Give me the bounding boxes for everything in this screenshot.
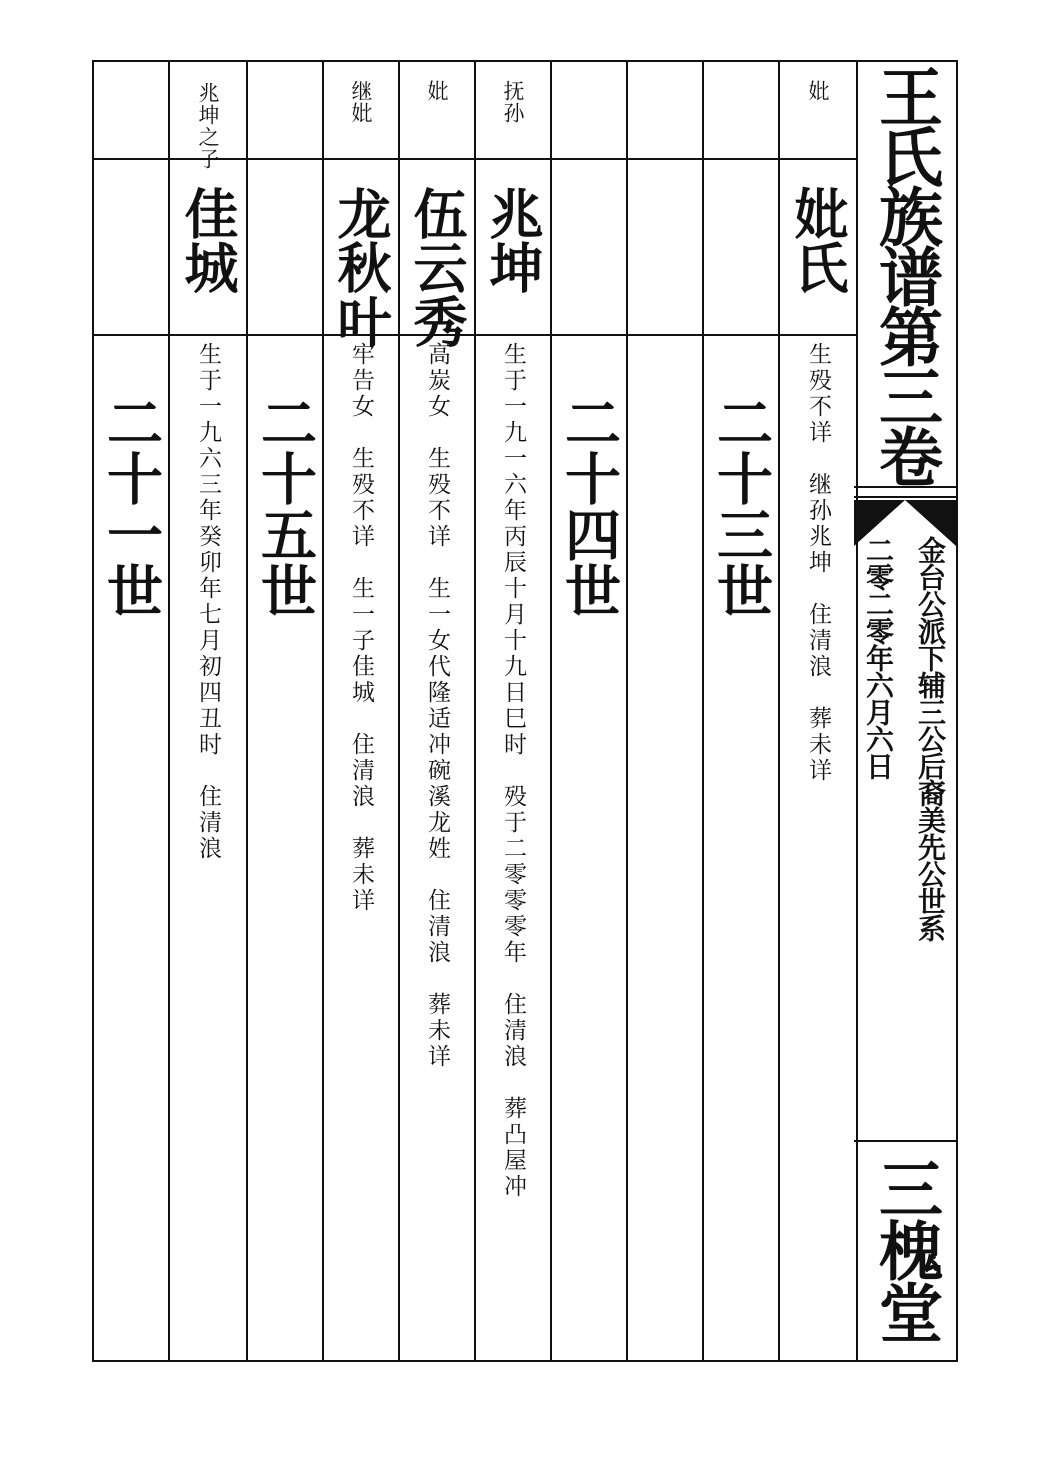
- column-10: [94, 62, 170, 1360]
- branch-subtitle: 金台公派下辅三公后裔美先公世系: [914, 536, 947, 941]
- column-8: [248, 62, 324, 1360]
- person-name: 兆坤: [481, 186, 545, 294]
- genealogy-page: [92, 60, 958, 1362]
- book-title: 王氏族谱第三卷: [868, 64, 943, 484]
- column-7: [324, 62, 400, 1360]
- person-name: 妣氏: [786, 186, 850, 294]
- column-9: [170, 62, 248, 1360]
- person-name: 佳城: [176, 186, 240, 294]
- relation: 妣: [425, 80, 449, 102]
- column-6: [400, 62, 476, 1360]
- generation-label: 二十五世: [252, 394, 318, 618]
- compile-date: 二零二零年六月六日: [862, 536, 895, 779]
- relation: 兆坤之子: [196, 82, 220, 170]
- relation: 妣: [806, 80, 830, 102]
- person-name: 龙秋叶: [329, 186, 393, 348]
- column-3: [628, 62, 704, 1360]
- person-details: 牢告女 生殁不详 生一子佳城 住清浪 葬未详: [348, 342, 374, 914]
- relation: 抚孙: [501, 80, 525, 124]
- generation-label: 二十一世: [98, 394, 164, 618]
- person-details: 高炭女 生殁不详 生一女代隆适冲碗溪龙姓 住清浪 葬未详: [424, 342, 450, 1070]
- relation: 继妣: [349, 80, 373, 124]
- column-5: [476, 62, 552, 1360]
- hall-name: 三槐堂: [868, 1156, 943, 1342]
- generation-label: 二十三世: [708, 394, 774, 618]
- generation-label: 二十四世: [556, 394, 622, 618]
- column-4: [552, 62, 628, 1360]
- person-details: 生于一九一六年丙辰十月十九日巳时 殁于二零零零年 住清浪 葬凸屋冲: [500, 342, 526, 1200]
- person-details: 生殁不详 继孙兆坤 住清浪 葬未详: [805, 342, 831, 784]
- person-details: 生于一九六三年癸卯年七月初四丑时 住清浪: [195, 342, 221, 862]
- title-column: [854, 62, 956, 1360]
- title-divider: [854, 486, 956, 498]
- column-1: [780, 62, 858, 1360]
- column-2: [704, 62, 780, 1360]
- person-name: 伍云秀: [405, 186, 469, 348]
